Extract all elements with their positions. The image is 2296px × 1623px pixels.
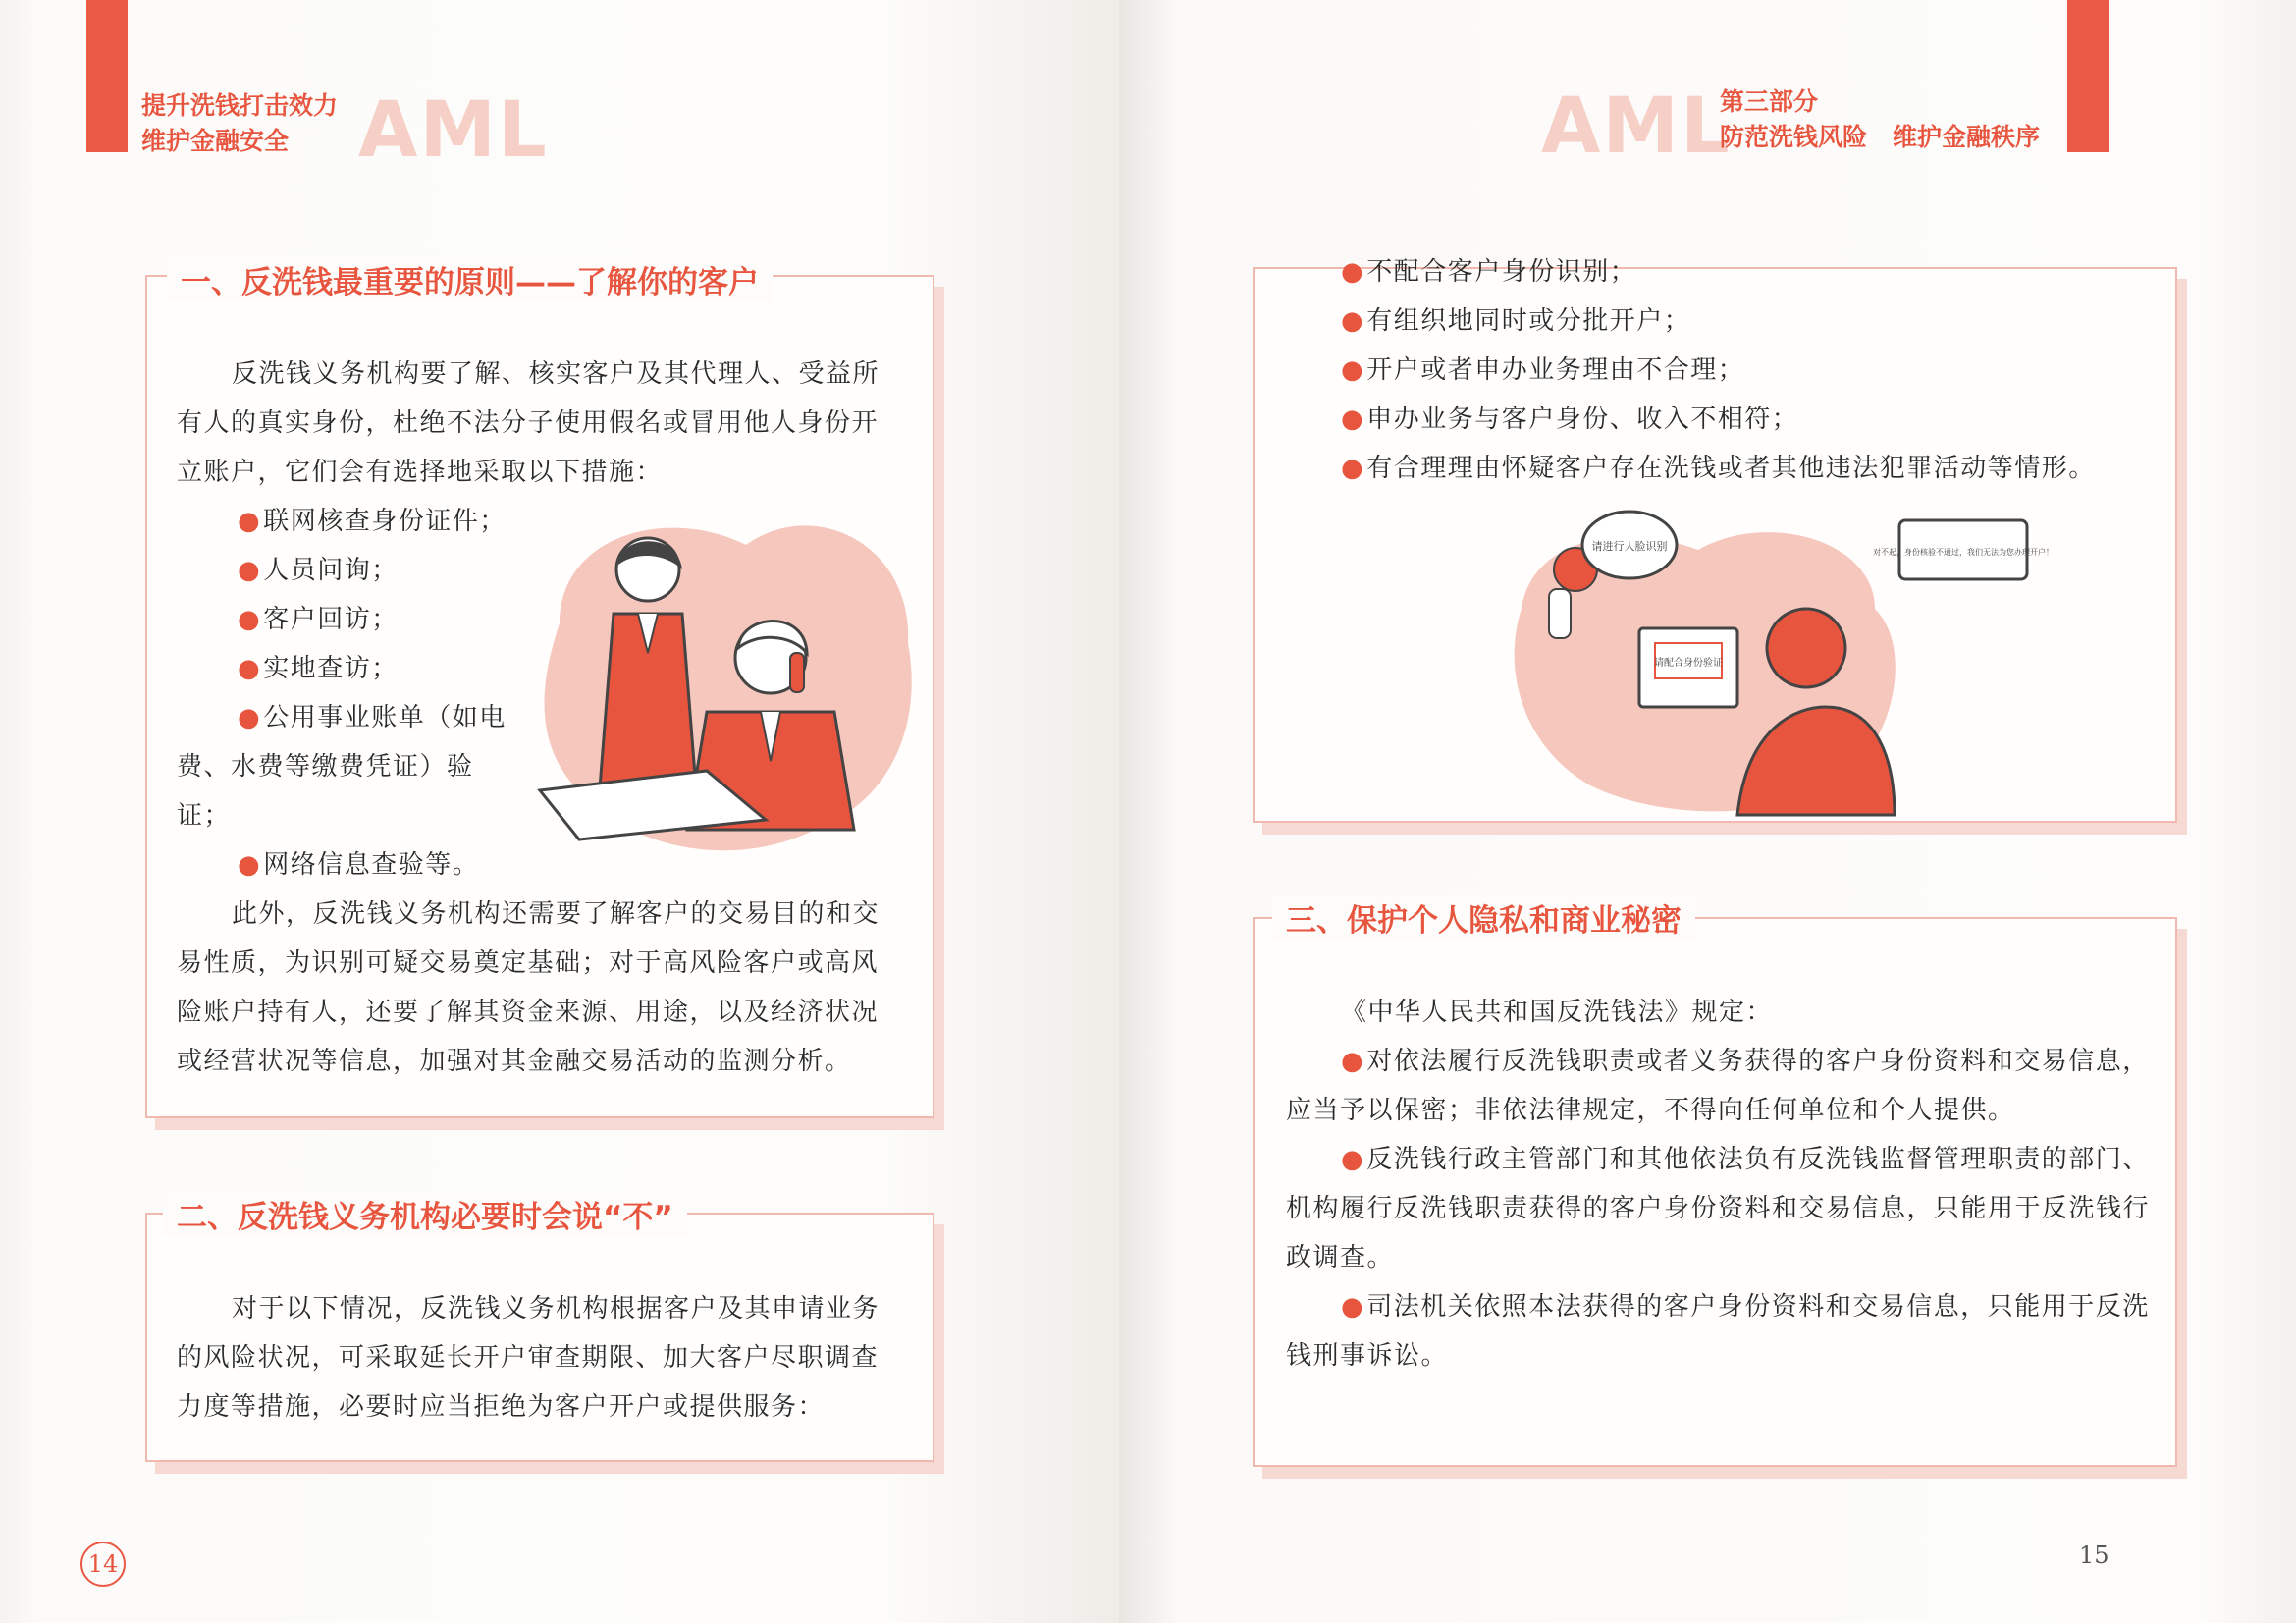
section1-closing-text: 此外，反洗钱义务机构还需要了解客户的交易目的和交易性质，为识别可疑交易奠定基础；对于高风险客户或高风险账户持有人，还要了解其资金来源、用途，以及经济状况或经营状况等信息，加强对其金融交易活动的监测分析。 xyxy=(177,899,881,1076)
list-item: ● 实地查访； xyxy=(177,644,510,693)
section1-intro-text: 反洗钱义务机构要了解、核实客户及其代理人、受益所有人的真实身份，杜绝不法分子使用假名或冒用他人身份开立账户，它们会有选择地采取以下措施： xyxy=(177,359,881,487)
list-item: ● 公用事业账单（如电费、水费等缴费凭证）验证； xyxy=(177,693,510,840)
header-line-2b: 维护金融秩序 xyxy=(1893,123,2041,151)
left-header xyxy=(141,88,338,159)
section2-title: 二、反洗钱义务机构必要时会说“不” xyxy=(163,1192,687,1236)
list-item: ● 人员问询； xyxy=(177,546,510,595)
list-item: ● 开户或者申办业务理由不合理； xyxy=(1286,346,2150,395)
risk-list xyxy=(1286,247,2150,493)
aml-watermark: AML xyxy=(358,86,549,175)
section3-body xyxy=(1286,988,2150,1380)
header-line-1: 提升洗钱打击效力 xyxy=(141,91,339,120)
speech-bubble-1: 请进行人脸识别 xyxy=(1591,540,1668,553)
list-item: ● 司法机关依照本法获得的客户身份资料和交易信息，只能用于反洗钱刑事诉讼。 xyxy=(1286,1282,2150,1380)
header-line-2: 维护金融安全 xyxy=(141,127,290,155)
section1-closing xyxy=(177,890,899,1086)
header-line-2 xyxy=(1720,120,2040,155)
left-page xyxy=(0,0,1119,1623)
bank-staff-illustration xyxy=(520,506,923,859)
list-item: ● 不配合客户身份识别； xyxy=(1286,247,2150,297)
header-line-1: 第三部分 xyxy=(1720,87,1819,116)
list-item: ● 网络信息查验等。 xyxy=(177,840,510,890)
list-item: ● 有组织地同时或分批开户； xyxy=(1286,297,2150,346)
section2-body-text: 对于以下情况，反洗钱义务机构根据客户及其申请业务的风险状况，可采取延长开户审查期限、加大客户尽职调查力度等措施，必要时应当拒绝为客户开户或提供服务： xyxy=(177,1294,881,1422)
header-tab xyxy=(86,0,128,152)
section1-title: 一、反洗钱最重要的原则——了解你的客户 xyxy=(167,257,773,301)
page-number: 15 xyxy=(2079,1542,2109,1569)
section2-body xyxy=(177,1284,899,1432)
list-item: ● 联网核查身份证件； xyxy=(177,497,510,546)
section1-list xyxy=(177,497,510,890)
list-item: ● 对依法履行反洗钱职责或者义务获得的客户身份资料和交易信息，应当予以保密；非依法律规定，不得向任何单位和个人提供。 xyxy=(1286,1037,2150,1135)
section3-title: 三、保护个人隐私和商业秘密 xyxy=(1272,895,1695,940)
list-item: ● 客户回访； xyxy=(177,595,510,644)
face-recognition-illustration xyxy=(1502,501,2054,815)
right-page xyxy=(1119,0,2296,1623)
section1-intro xyxy=(177,350,899,497)
header-tab xyxy=(2067,0,2109,152)
section3-intro: 《中华人民共和国反洗钱法》规定： xyxy=(1341,998,1774,1027)
right-header xyxy=(1720,84,2040,155)
speech-bubble-2: 对不起，身份核验不通过，我们无法为您办理开户！ xyxy=(1873,548,2054,557)
page-number: 14 xyxy=(80,1542,126,1587)
list-item: ● 申办业务与客户身份、收入不相符； xyxy=(1286,395,2150,444)
aml-watermark: AML xyxy=(1541,82,1732,171)
list-item: ● 有合理理由怀疑客户存在洗钱或者其他违法犯罪活动等情形。 xyxy=(1286,444,2150,493)
header-line-2a: 防范洗钱风险 xyxy=(1720,123,1868,151)
screen-text: 请配合身份验证 xyxy=(1654,658,1723,669)
list-item: ● 反洗钱行政主管部门和其他依法负有反洗钱监督管理职责的部门、机构履行反洗钱职责获得的客户身份资料和交易信息，只能用于反洗钱行政调查。 xyxy=(1286,1135,2150,1282)
